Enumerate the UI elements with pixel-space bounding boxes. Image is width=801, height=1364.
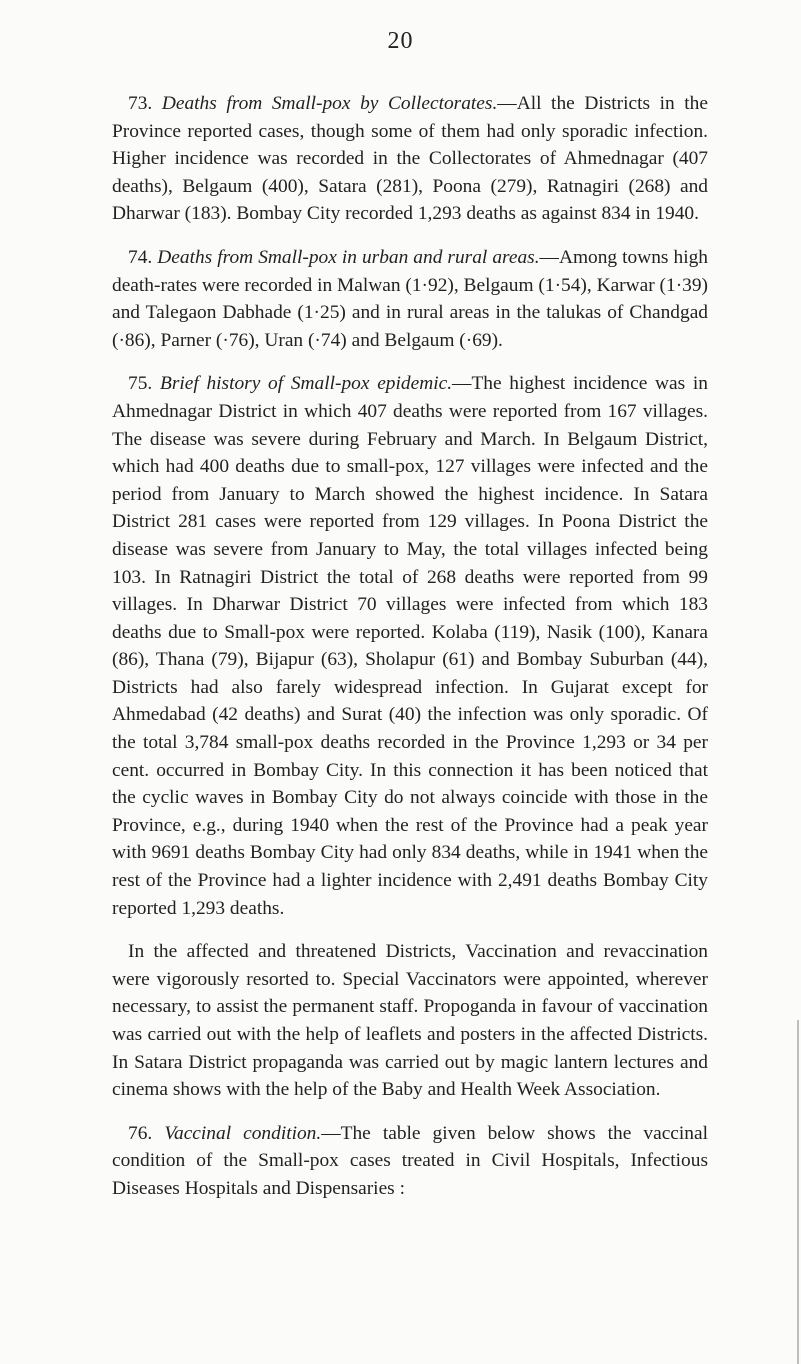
paragraph-heading: Vaccinal condition. [164, 1122, 322, 1144]
paragraph-74 [112, 244, 708, 354]
paragraph-text: —The table given below shows the vaccinal condition of the Small-pox cases treated in Civil Hospitals, Infectious Diseases Hospitals and Dispensaries : [112, 1122, 708, 1199]
paragraph-76 [112, 1120, 708, 1203]
paragraph-text: In the affected and threatened Districts, Vaccination and revaccination were vigorously resorted to. Special Vaccinators were appointed, wherever necessary, to assist the permanent staff. Propoganda in favour of vaccination was carried out with the help of leaflets and posters in the affected Districts. In Satara District propaganda was carried out by magic lantern lectures and cinema shows with the help of the Baby and Health Week Association. [112, 941, 708, 1101]
paragraph-text: —Among towns high death-rates were recorded in Malwan (1·92), Belgaum (1·54), Karwar (1·39) and Talegaon Dabhade (1·25) and in rural areas in the talukas of Chandgad (·86), Parner (·76), Uran (·74) and Belgaum (·69). [112, 246, 709, 351]
paragraph-vaccination [112, 938, 708, 1104]
page-number: 20 [387, 28, 414, 54]
paragraph-text: —All the Districts in the Province reported cases, though some of them had only sporadic infection. Higher incidence was recorded in the Collectorates of Ahmednagar (407 deaths), Belgaum (400), Satara (281), Poona (279), Ratnagiri (268) and Dharwar (183). Bombay City recorded 1,293 deaths as against 834 in 1940. [112, 93, 708, 225]
body-text [112, 90, 708, 1219]
paragraph-number: 74. [128, 246, 153, 268]
paragraph-heading: Deaths from Small-pox in urban and rural areas. [157, 246, 540, 268]
paragraph-text: —The highest incidence was in Ahmednagar District in which 407 deaths were reported from 167 villages. The disease was severe during February and March. In Belgaum District, which had 400 deaths due to small-pox, 127 villages were infected and the period from January to March showed the highest incidence. In Satara District 281 cases were reported from 129 villages. In Poona District the disease was severe from January to May, the total villages infected being 103. In Ratnagiri District the total of 268 deaths were reported from 99 villages. In Dharwar District 70 villages were infected from which 183 deaths due to Small-pox were reported. Kolaba (119), Nasik (100), Kanara (86), Thana (79), Bijapur (63), Sholapur (61) and Bombay Suburban (44), Districts had also farely widespread infection. In Gujarat except for Ahmedabad (42 deaths) and Surat (40) the infection was only sporadic. Of the total 3,784 small-pox deaths recorded in the Province 1,293 or 34 per cent. occurred in Bombay City. In this connection it has been noticed that the cyclic waves in Bombay City do not always coincide with those in the Province, e.g., during 1940 when the rest of the Province had a peak year with 9691 deaths Bombay City had only 834 deaths, while in 1941 when the rest of the Province had a lighter incidence with 2,491 deaths Bombay City reported 1,293 deaths. [112, 373, 708, 919]
paragraph-75 [112, 370, 708, 922]
paragraph-number: 76. [128, 1122, 153, 1144]
page-edge-rule [797, 1020, 799, 1364]
paragraph-heading: Deaths from Small-pox by Collectorates. [161, 93, 498, 114]
paragraph-number: 73. [128, 93, 153, 114]
paragraph-73 [112, 90, 708, 228]
paragraph-heading: Brief history of Small-pox epidemic. [159, 373, 453, 395]
paragraph-number: 75. [128, 373, 153, 395]
